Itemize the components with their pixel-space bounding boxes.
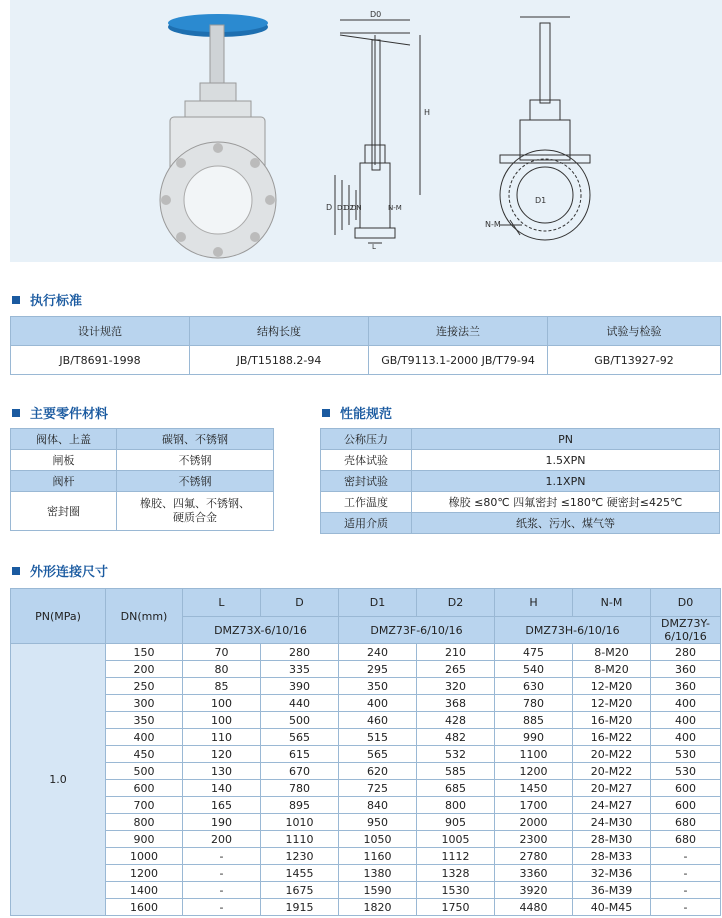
dim-cell: 840 — [339, 797, 417, 814]
dim-cell: 1010 — [261, 814, 339, 831]
dim-cell: 1005 — [417, 831, 495, 848]
label-d0: D0 — [370, 10, 382, 19]
dim-cell: 615 — [261, 746, 339, 763]
dim-cell: 360 — [651, 661, 721, 678]
dim-cell: 2780 — [495, 848, 573, 865]
dim-cell: 1230 — [261, 848, 339, 865]
dim-cell: 1050 — [339, 831, 417, 848]
table-row — [11, 746, 721, 763]
dim-cell: 350 — [339, 678, 417, 695]
dim-cell: 280 — [261, 644, 339, 661]
dim-cell: 680 — [651, 831, 721, 848]
dim-cell: 428 — [417, 712, 495, 729]
dim-cell: - — [183, 848, 261, 865]
dim-cell: 1820 — [339, 899, 417, 916]
dim-cell: 36-M39 — [573, 882, 651, 899]
dim-cell: 540 — [495, 661, 573, 678]
dim-cell: 1112 — [417, 848, 495, 865]
dn-cell: 1000 — [106, 848, 183, 865]
table-row — [11, 678, 721, 695]
dim-cell: 28-M33 — [573, 848, 651, 865]
dim-cell: 1450 — [495, 780, 573, 797]
dim-cell: 360 — [651, 678, 721, 695]
dim-cell: 140 — [183, 780, 261, 797]
dim-cell: 1380 — [339, 865, 417, 882]
product-figure-panel — [10, 0, 722, 262]
dim-cell: 1915 — [261, 899, 339, 916]
material-part: 阀杆 — [11, 471, 117, 492]
dim-cell: 165 — [183, 797, 261, 814]
dim-cell: 130 — [183, 763, 261, 780]
dim-cell: 2000 — [495, 814, 573, 831]
model-header: DMZ73Y-6/10/16 — [651, 617, 721, 644]
dim-cell: - — [651, 848, 721, 865]
dim-cell: 85 — [183, 678, 261, 695]
dim-cell: 885 — [495, 712, 573, 729]
model-header: DMZ73X-6/10/16 — [183, 617, 339, 644]
model-header: DMZ73F-6/10/16 — [339, 617, 495, 644]
performance-value: PN — [412, 429, 720, 450]
dim-cell: 780 — [261, 780, 339, 797]
performance-label: 密封试验 — [321, 471, 412, 492]
standards-value: JB/T8691-1998 — [11, 346, 190, 375]
table-row — [11, 644, 721, 661]
label-h: H — [424, 108, 431, 117]
dim-cell: 40-M45 — [573, 899, 651, 916]
dim-cell: 32-M36 — [573, 865, 651, 882]
standards-header: 连接法兰 — [369, 317, 548, 346]
standards-value: GB/T13927-92 — [548, 346, 721, 375]
dn-cell: 300 — [106, 695, 183, 712]
dimensions-title: 外形连接尺寸 — [12, 561, 108, 580]
label-d1: D1 — [337, 204, 347, 212]
dim-cell: 368 — [417, 695, 495, 712]
material-part: 阀体、上盖 — [11, 429, 117, 450]
col-pn-header: PN(MPa) — [11, 589, 106, 644]
performance-value: 1.5XPN — [412, 450, 720, 471]
dim-cell: - — [651, 865, 721, 882]
col-header: D0 — [651, 589, 721, 617]
dim-cell: 630 — [495, 678, 573, 695]
dim-cell: 1328 — [417, 865, 495, 882]
dim-cell: 80 — [183, 661, 261, 678]
dim-cell: 4480 — [495, 899, 573, 916]
dim-cell: 8-M20 — [573, 644, 651, 661]
dn-cell: 600 — [106, 780, 183, 797]
label-d2: D2 — [344, 204, 354, 212]
dim-cell: 335 — [261, 661, 339, 678]
label-front-nm: N-M — [485, 220, 501, 229]
performance-label: 工作温度 — [321, 492, 412, 513]
dn-cell: 700 — [106, 797, 183, 814]
materials-table — [10, 428, 274, 531]
dim-cell: - — [183, 865, 261, 882]
dim-cell: 200 — [183, 831, 261, 848]
standards-title: 执行标准 — [12, 290, 82, 309]
label-d: D — [326, 203, 333, 212]
table-row — [11, 797, 721, 814]
dim-cell: 1530 — [417, 882, 495, 899]
dn-cell: 500 — [106, 763, 183, 780]
dim-cell: 1160 — [339, 848, 417, 865]
table-row — [11, 661, 721, 678]
standards-table — [10, 316, 721, 375]
dim-cell: 3360 — [495, 865, 573, 882]
dim-cell: 565 — [339, 746, 417, 763]
dim-cell: 670 — [261, 763, 339, 780]
dim-cell: 1455 — [261, 865, 339, 882]
dim-cell: 1100 — [495, 746, 573, 763]
dim-cell: 295 — [339, 661, 417, 678]
dim-cell: 400 — [651, 712, 721, 729]
dim-cell: 28-M30 — [573, 831, 651, 848]
table-row — [11, 712, 721, 729]
dim-cell: 16-M20 — [573, 712, 651, 729]
dim-cell: 500 — [261, 712, 339, 729]
dim-cell: 680 — [651, 814, 721, 831]
dim-cell: 12-M20 — [573, 678, 651, 695]
standards-header: 结构长度 — [190, 317, 369, 346]
dn-cell: 900 — [106, 831, 183, 848]
dn-cell: 800 — [106, 814, 183, 831]
label-nm: N-M — [388, 204, 402, 212]
dim-cell: - — [183, 899, 261, 916]
dim-cell: 1700 — [495, 797, 573, 814]
dim-cell: - — [651, 882, 721, 899]
dim-cell: 190 — [183, 814, 261, 831]
dim-cell: 1675 — [261, 882, 339, 899]
dim-cell: 8-M20 — [573, 661, 651, 678]
dn-cell: 350 — [106, 712, 183, 729]
dn-cell: 450 — [106, 746, 183, 763]
dim-cell: 100 — [183, 712, 261, 729]
table-row — [11, 899, 721, 916]
side-view-drawing — [320, 5, 450, 250]
material-value: 不锈钢 — [117, 450, 274, 471]
dim-cell: 400 — [651, 695, 721, 712]
col-dn-header: DN(mm) — [106, 589, 183, 644]
col-header: D — [261, 589, 339, 617]
dim-cell: - — [651, 899, 721, 916]
dn-cell: 200 — [106, 661, 183, 678]
section-marker-icon — [12, 567, 20, 575]
dim-cell: 950 — [339, 814, 417, 831]
dim-cell: 530 — [651, 763, 721, 780]
material-part: 密封圈 — [11, 492, 117, 531]
dim-cell: 482 — [417, 729, 495, 746]
table-row — [11, 848, 721, 865]
dim-cell: 100 — [183, 695, 261, 712]
table-row — [11, 882, 721, 899]
dim-cell: 532 — [417, 746, 495, 763]
section-marker-icon — [12, 409, 20, 417]
standards-header: 试验与检验 — [548, 317, 721, 346]
standards-value: JB/T15188.2-94 — [190, 346, 369, 375]
material-part: 闸板 — [11, 450, 117, 471]
dimensions-table — [10, 588, 721, 916]
dim-cell: 620 — [339, 763, 417, 780]
material-value: 碳钢、不锈钢 — [117, 429, 274, 450]
pn-value: 1.0 — [11, 644, 106, 916]
dim-cell: 585 — [417, 763, 495, 780]
dim-cell: 390 — [261, 678, 339, 695]
dim-cell: 20-M27 — [573, 780, 651, 797]
dim-cell: 400 — [651, 729, 721, 746]
performance-label: 壳体试验 — [321, 450, 412, 471]
performance-value: 纸浆、污水、煤气等 — [412, 513, 720, 534]
col-header: L — [183, 589, 261, 617]
dim-cell: 3920 — [495, 882, 573, 899]
dim-cell: 24-M27 — [573, 797, 651, 814]
standards-header: 设计规范 — [11, 317, 190, 346]
dim-cell: 600 — [651, 780, 721, 797]
dim-cell: 895 — [261, 797, 339, 814]
model-header: DMZ73H-6/10/16 — [495, 617, 651, 644]
dn-cell: 1600 — [106, 899, 183, 916]
dim-cell: 2300 — [495, 831, 573, 848]
dim-cell: 460 — [339, 712, 417, 729]
table-row — [11, 865, 721, 882]
dim-cell: 280 — [651, 644, 721, 661]
dim-cell: 1590 — [339, 882, 417, 899]
material-value: 橡胶、四氟、不锈钢、 硬质合金 — [117, 492, 274, 531]
table-row — [11, 814, 721, 831]
dim-cell: 265 — [417, 661, 495, 678]
valve-photo — [150, 5, 310, 260]
dim-cell: 110 — [183, 729, 261, 746]
dim-cell: 400 — [339, 695, 417, 712]
dim-cell: 530 — [651, 746, 721, 763]
dim-cell: 905 — [417, 814, 495, 831]
dim-cell: 210 — [417, 644, 495, 661]
front-view-drawing — [480, 5, 610, 250]
dn-cell: 1200 — [106, 865, 183, 882]
dn-cell: 250 — [106, 678, 183, 695]
dim-cell: 440 — [261, 695, 339, 712]
performance-value: 1.1XPN — [412, 471, 720, 492]
dim-cell: 685 — [417, 780, 495, 797]
dim-cell: 12-M20 — [573, 695, 651, 712]
dim-cell: 475 — [495, 644, 573, 661]
section-marker-icon — [12, 296, 20, 304]
col-header: H — [495, 589, 573, 617]
dim-cell: 70 — [183, 644, 261, 661]
dn-cell: 150 — [106, 644, 183, 661]
dim-cell: 565 — [261, 729, 339, 746]
col-header: D2 — [417, 589, 495, 617]
label-front-d1: D1 — [535, 196, 547, 205]
dim-cell: 990 — [495, 729, 573, 746]
performance-title: 性能规范 — [322, 403, 392, 422]
col-header: N-M — [573, 589, 651, 617]
dim-cell: 320 — [417, 678, 495, 695]
performance-value: 橡胶 ≤80℃ 四氟密封 ≤180℃ 硬密封≤425℃ — [412, 492, 720, 513]
performance-label: 公称压力 — [321, 429, 412, 450]
dim-cell: 515 — [339, 729, 417, 746]
dim-cell: 725 — [339, 780, 417, 797]
dim-cell: 780 — [495, 695, 573, 712]
performance-table — [320, 428, 720, 534]
dn-cell: 400 — [106, 729, 183, 746]
dn-cell: 1400 — [106, 882, 183, 899]
label-dn: DN — [351, 204, 362, 212]
dim-cell: 120 — [183, 746, 261, 763]
label-l: L — [372, 243, 376, 250]
dim-cell: 800 — [417, 797, 495, 814]
materials-title: 主要零件材料 — [12, 403, 108, 422]
dim-cell: 24-M30 — [573, 814, 651, 831]
table-row — [11, 780, 721, 797]
dim-cell: 16-M22 — [573, 729, 651, 746]
table-row — [11, 729, 721, 746]
dim-cell: 20-M22 — [573, 746, 651, 763]
standards-value: GB/T9113.1-2000 JB/T79-94 — [369, 346, 548, 375]
dim-cell: 20-M22 — [573, 763, 651, 780]
table-row — [11, 831, 721, 848]
dim-cell: 600 — [651, 797, 721, 814]
material-value: 不锈钢 — [117, 471, 274, 492]
col-header: D1 — [339, 589, 417, 617]
dim-cell: 240 — [339, 644, 417, 661]
dim-cell: 1110 — [261, 831, 339, 848]
dim-cell: - — [183, 882, 261, 899]
table-row — [11, 695, 721, 712]
performance-label: 适用介质 — [321, 513, 412, 534]
table-row — [11, 763, 721, 780]
dim-cell: 1200 — [495, 763, 573, 780]
section-marker-icon — [322, 409, 330, 417]
dim-cell: 1750 — [417, 899, 495, 916]
